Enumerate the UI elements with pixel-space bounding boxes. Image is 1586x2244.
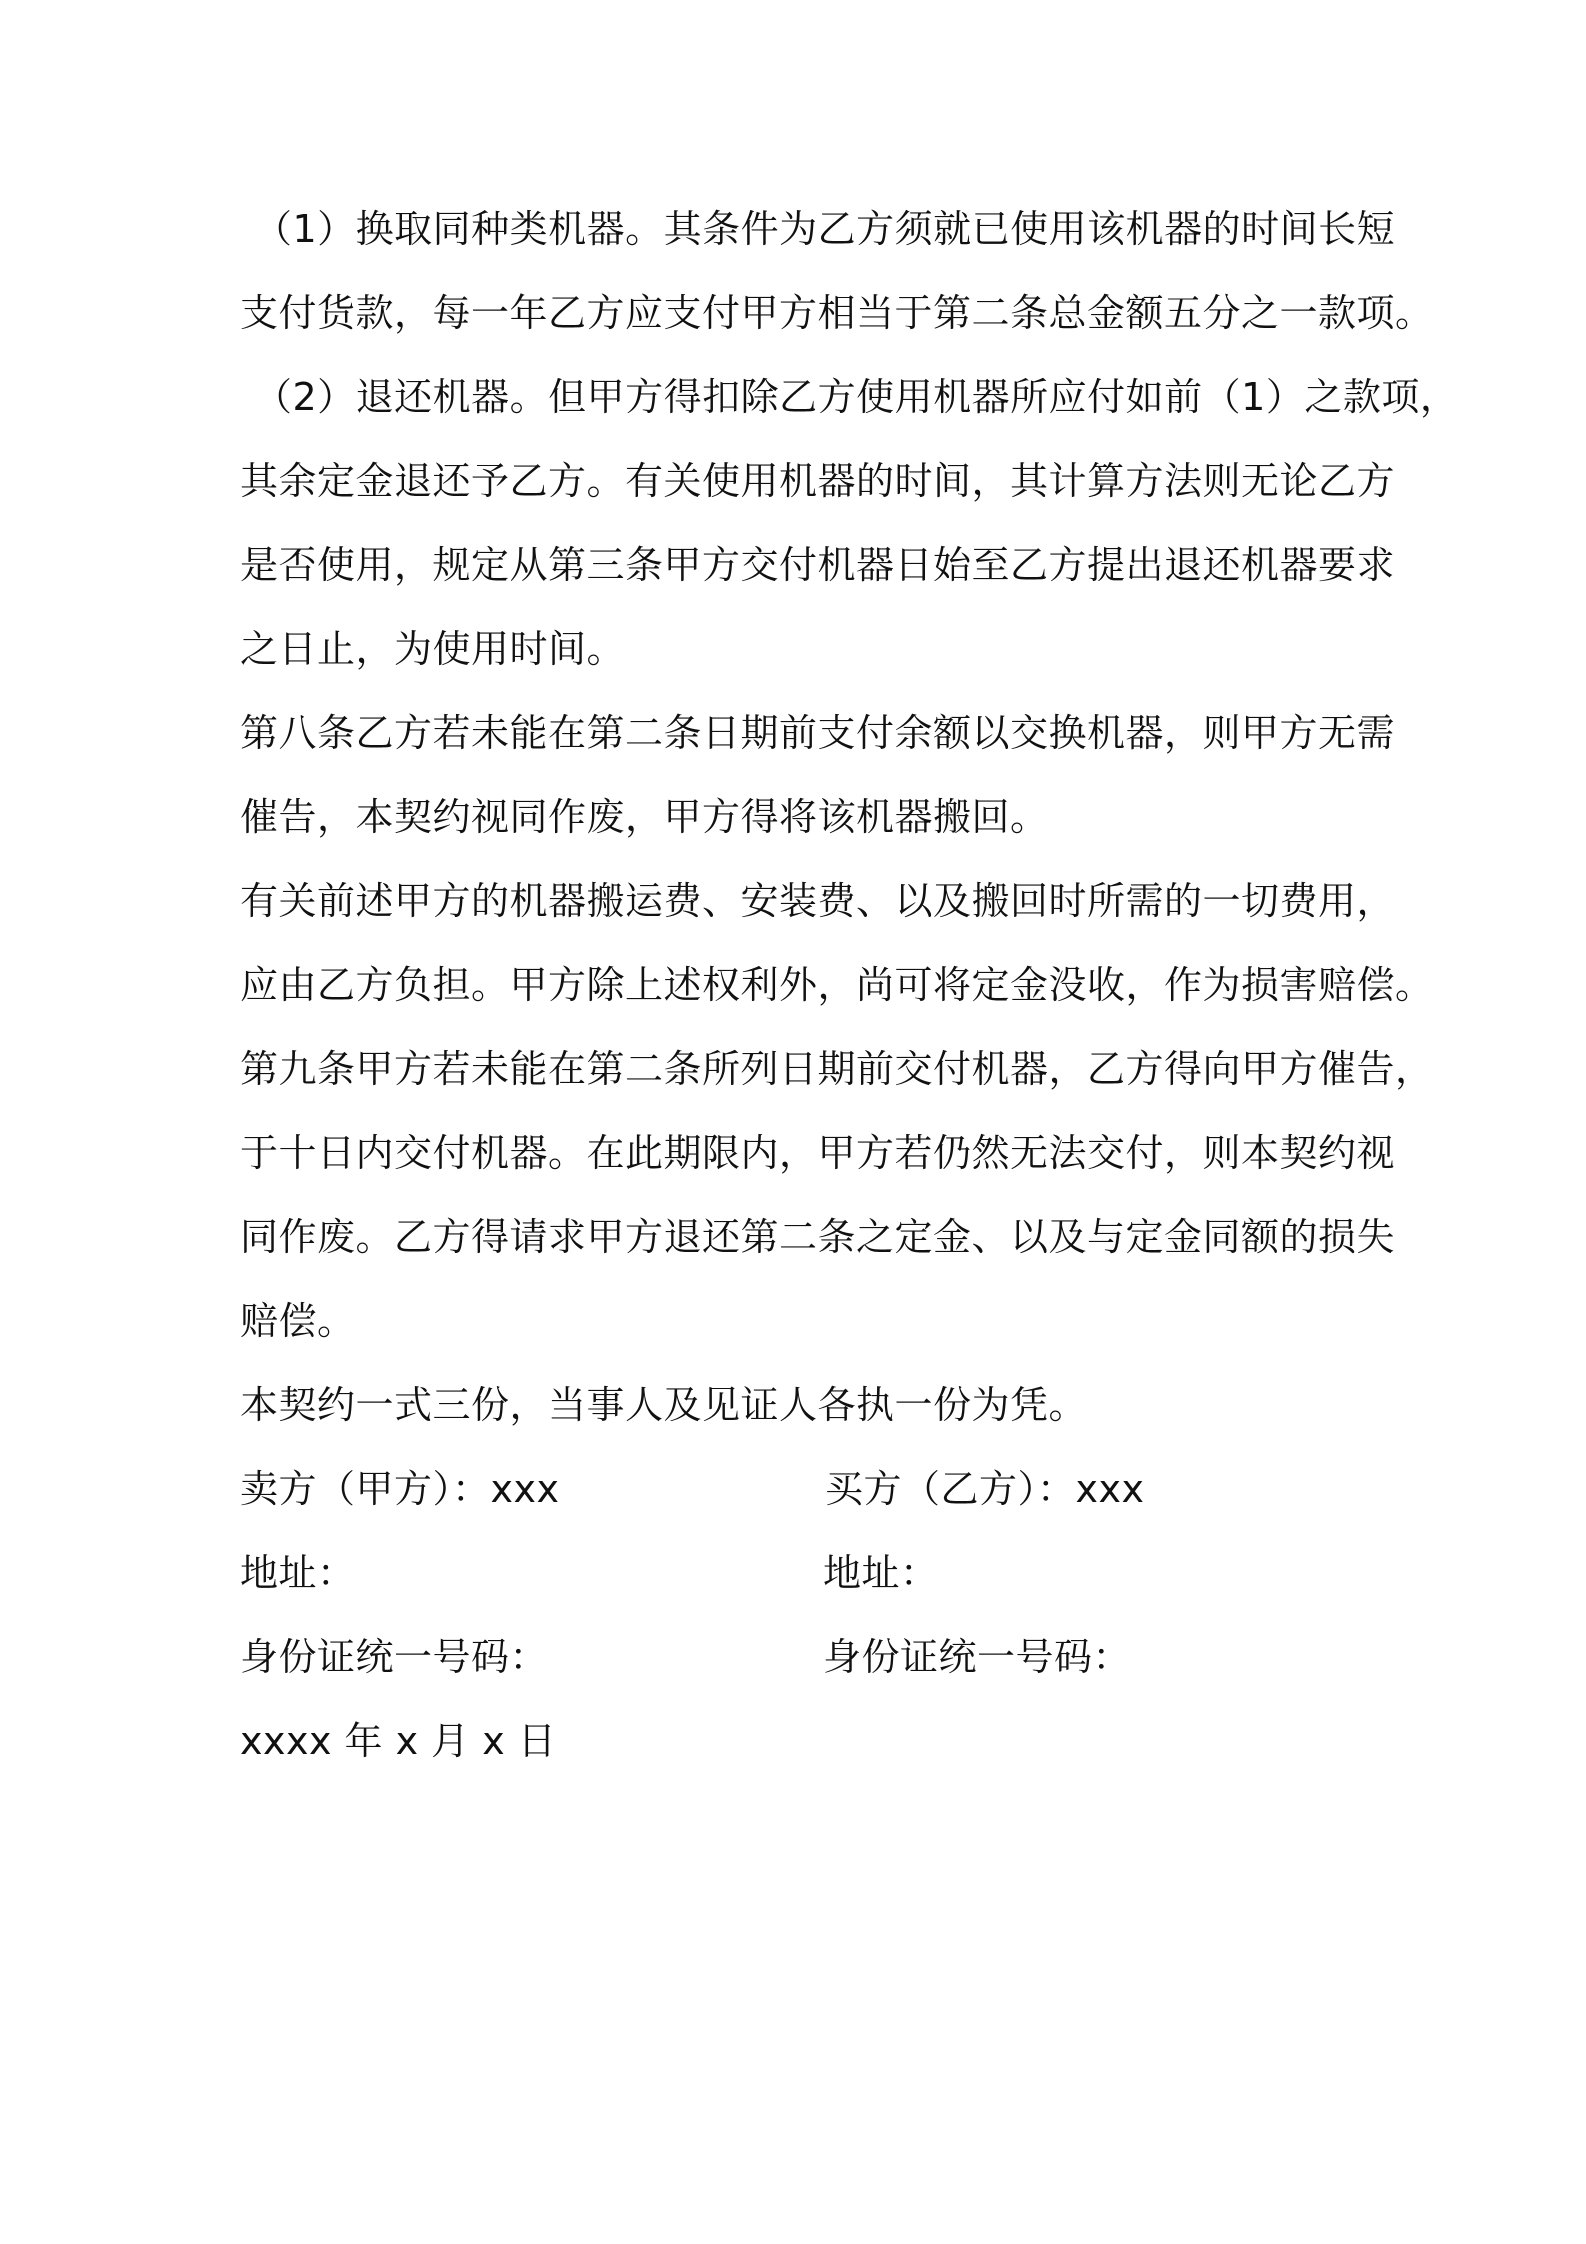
seller-id-number: 身份证统一号码： — [240, 1635, 549, 1679]
paragraph-line-14: 赔偿。 — [240, 1299, 356, 1343]
paragraph-line-12: 于十日内交付机器。在此期限内，甲方若仍然无法交付，则本契约视 — [240, 1131, 1396, 1175]
paragraph-line-2: 支付货款，每一年乙方应支付甲方相当于第二条总金额五分之一款项。 — [240, 291, 1434, 335]
buyer-name: 买方（乙方）：xxx — [825, 1467, 1145, 1511]
buyer-id-number: 身份证统一号码： — [823, 1635, 1132, 1679]
paragraph-line-10: 应由乙方负担。甲方除上述权利外，尚可将定金没收，作为损害赔偿。 — [240, 963, 1434, 1007]
paragraph-line-7: 第八条乙方若未能在第二条日期前支付余额以交换机器，则甲方无需 — [240, 711, 1396, 755]
paragraph-line-8: 催告，本契约视同作废，甲方得将该机器搬回。 — [240, 795, 1049, 839]
paragraph-line-13: 同作废。乙方得请求甲方退还第二条之定金、以及与定金同额的损失 — [240, 1215, 1396, 1259]
signing-date: xxxx 年 x 月 x 日 — [240, 1719, 557, 1763]
paragraph-line-11: 第九条甲方若未能在第二条所列日期前交付机器，乙方得向甲方催告， — [240, 1047, 1434, 1091]
buyer-address: 地址： — [823, 1551, 939, 1595]
paragraph-line-6: 之日止，为使用时间。 — [240, 627, 626, 671]
seller-address: 地址： — [240, 1551, 356, 1595]
paragraph-line-9: 有关前述甲方的机器搬运费、安装费、以及搬回时所需的一切费用， — [240, 879, 1396, 923]
seller-name: 卖方（甲方）：xxx — [240, 1467, 560, 1511]
paragraph-line-15: 本契约一式三份，当事人及见证人各执一份为凭。 — [240, 1383, 1088, 1427]
paragraph-line-5: 是否使用，规定从第三条甲方交付机器日始至乙方提出退还机器要求 — [240, 543, 1396, 587]
paragraph-line-4: 其余定金退还予乙方。有关使用机器的时间，其计算方法则无论乙方 — [240, 459, 1396, 503]
paragraph-line-1: （1）换取同种类机器。其条件为乙方须就已使用该机器的时间长短 — [254, 207, 1396, 251]
paragraph-line-3: （2）退还机器。但甲方得扣除乙方使用机器所应付如前（1）之款项， — [254, 375, 1459, 419]
